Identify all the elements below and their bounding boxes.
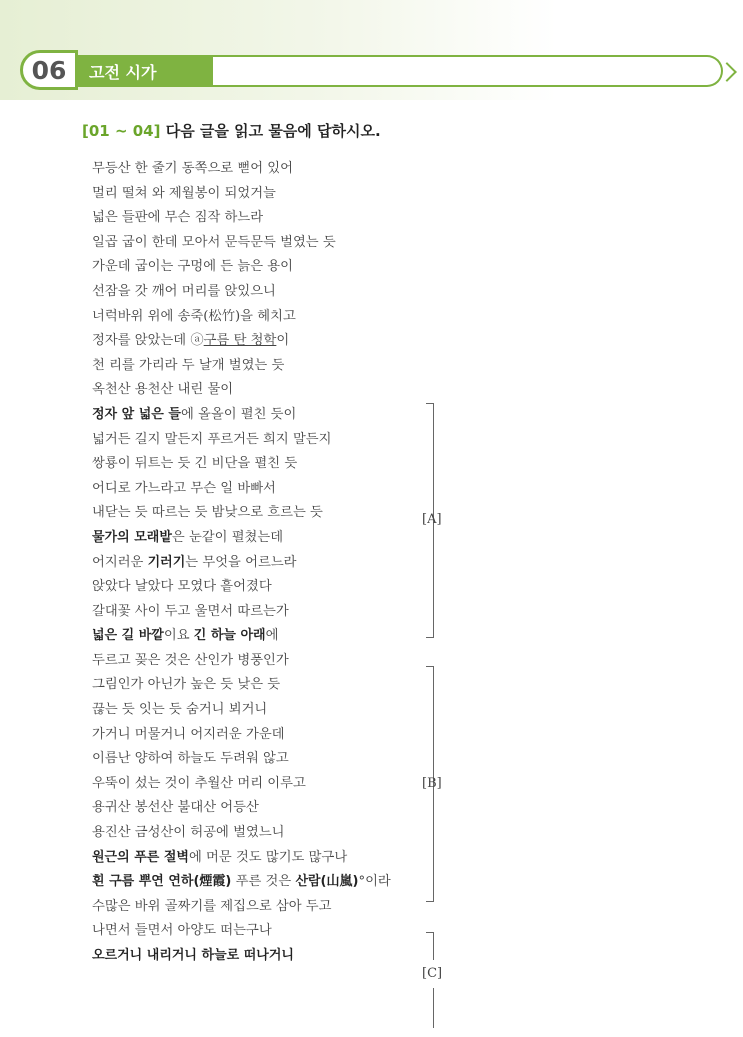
poem-line: 정자 앞 넓은 들에 올올이 펼친 듯이 <box>92 406 297 422</box>
poem-line: 우뚝이 섰는 것이 추월산 머리 이루고 <box>92 775 306 791</box>
question-range: [01 ~ 04] <box>82 122 161 140</box>
poem-line: 무등산 한 줄기 동쪽으로 뻗어 있어 <box>92 161 293 176</box>
poem-line: 넓거든 길지 말든지 푸르거든 희지 말든지 <box>92 431 332 447</box>
poem-line: 흰 구름 뿌연 연하(煙霞) 푸른 것은 산람(山嵐)°이라 <box>92 874 391 890</box>
poem-line: 물가의 모래밭은 눈같이 펼쳤는데 <box>92 529 284 545</box>
poem-line: 천 리를 가리라 두 날개 벌였는 듯 <box>92 357 285 373</box>
poem-line: 선잠을 갓 깨어 머리를 앉있으니 <box>92 283 276 299</box>
poem-line: 넓은 들판에 무슨 짐작 하느라 <box>92 210 264 226</box>
poem-line: 그림인가 아닌가 높은 듯 낮은 듯 <box>92 677 281 693</box>
poem-line: 용진산 금성산이 허공에 벌였느니 <box>92 825 285 841</box>
poem-line: 어디로 가느라고 무슨 일 바빠서 <box>92 480 276 496</box>
poem-line: 이름난 양하여 하늘도 두려워 않고 <box>92 751 289 767</box>
poem-line: 어지러운 기러기는 무엇을 어르느라 <box>92 554 297 570</box>
poem-line: 쌍룡이 뒤트는 듯 긴 비단을 펼친 듯 <box>92 456 298 472</box>
poem-line: 오르거니 내리거니 하늘로 떠나거니 <box>92 948 294 963</box>
poem-line: 멀리 떨쳐 와 제월봉이 되었거늘 <box>92 185 276 201</box>
poem-line: 가거니 머물거니 어지러운 가운데 <box>92 726 285 742</box>
poem-line: 나면서 들면서 아양도 떠는구나 <box>92 923 272 939</box>
instruction-text: 다음 글을 읽고 물음에 답하시오. <box>160 122 381 140</box>
poem-line: 너럭바위 위에 송죽(松竹)을 헤치고 <box>92 308 296 324</box>
poem-line: 옥천산 용천산 내린 물이 <box>92 382 234 398</box>
bracket-label-a: [A] <box>422 512 442 527</box>
bracket-label-c: [C] <box>422 966 443 981</box>
poem-line: 앉았다 날았다 모였다 흩어졌다 <box>92 579 272 595</box>
poem-line: 넓은 길 바깥이요 긴 하늘 아래에 <box>92 628 279 644</box>
bracket-label-b: [B] <box>422 776 442 791</box>
poem-line: 원근의 푸른 절벽에 머문 것도 많기도 많구나 <box>92 849 348 865</box>
title-frame <box>213 55 723 87</box>
section-title: 고전 시가 <box>75 55 215 87</box>
poem-line: 끊는 듯 잇는 듯 숨거니 뵈거니 <box>92 702 268 718</box>
section-number: 06 <box>20 50 78 90</box>
poem-line: 내닫는 듯 따르는 듯 밤낮으로 흐르는 듯 <box>92 505 323 521</box>
poem-line: 정자를 앉았는데 ⓐ구름 탄 청학이 <box>92 333 290 349</box>
bracket-c-top <box>426 932 434 960</box>
poem-line: 용귀산 봉선산 불대산 어등산 <box>92 800 259 816</box>
poem-line: 두르고 꽂은 것은 산인가 병풍인가 <box>92 652 289 668</box>
poem-line: 일곱 굽이 한데 모아서 문득문득 벌였는 듯 <box>92 234 336 250</box>
question-instruction <box>82 120 381 141</box>
poem-line: 수많은 바위 골짜기를 제집으로 삼아 두고 <box>92 898 332 914</box>
section-header <box>20 50 732 90</box>
bracket-c-line <box>433 988 434 1028</box>
poem-line: 갈대꽃 사이 두고 울면서 따르는가 <box>92 603 289 619</box>
poem-line: 가운데 굽이는 구멍에 든 늙은 용이 <box>92 259 293 275</box>
